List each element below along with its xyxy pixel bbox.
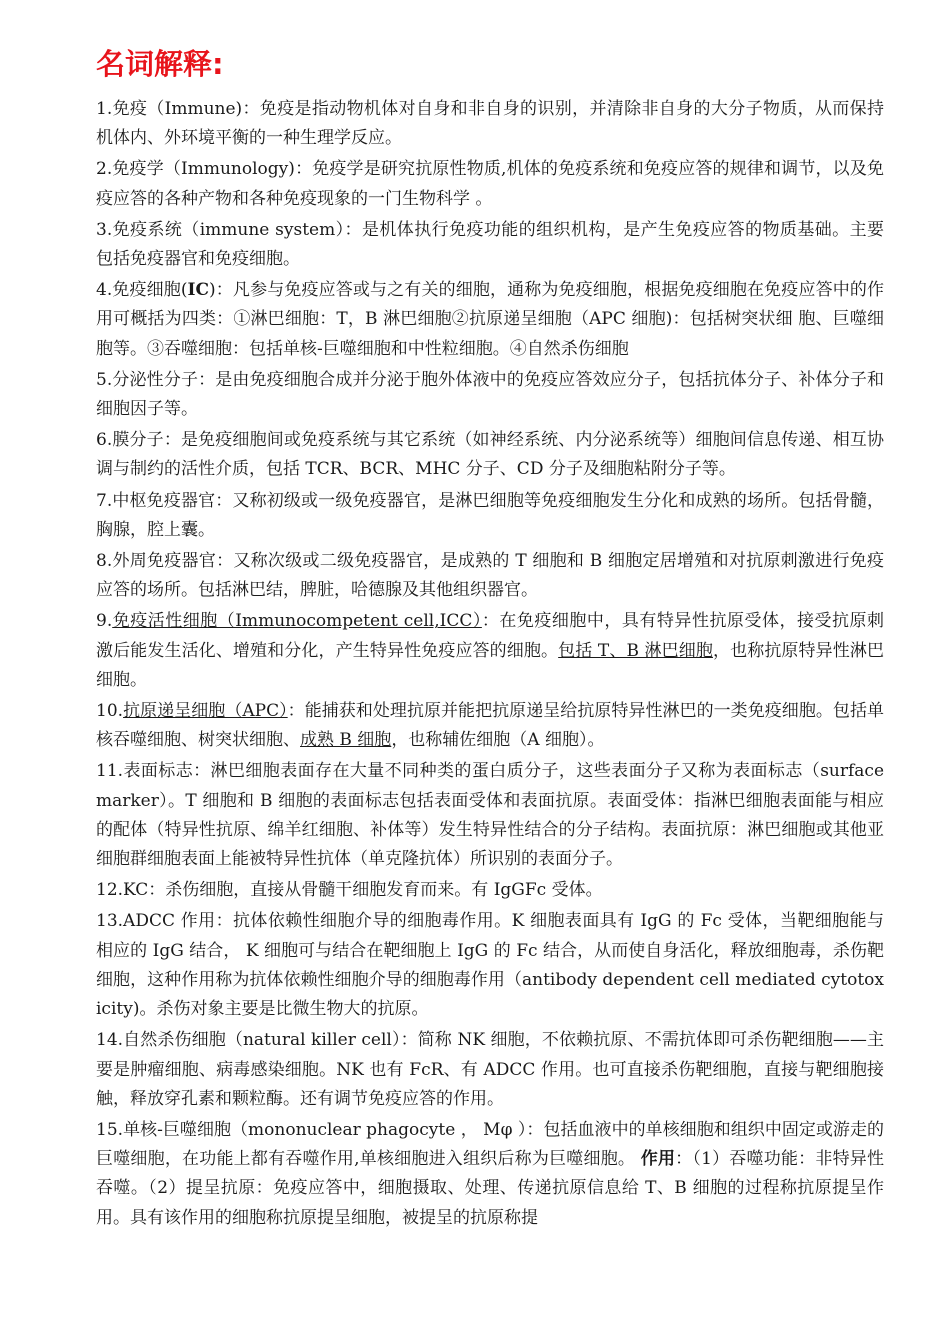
definition-entry-1 xyxy=(96,95,884,153)
definition-entry-11 xyxy=(96,757,884,874)
definition-text: 9. xyxy=(96,611,113,632)
definition-text: ，也称辅佐细胞（A 细胞）。 xyxy=(391,730,605,751)
definition-text: 4.免疫细胞( xyxy=(96,280,188,301)
definition-text: 8.外周免疫器官：又称次级或二级免疫器官，是成熟的 T 细胞和 B 细胞定居增殖和对抗原刺激进行免疫应答的场所。包括淋巴结，脾脏，哈德腺及其他组织器官。 xyxy=(96,551,884,601)
definition-entry-4 xyxy=(96,276,884,364)
definition-text: 15.单核-巨噬细胞（mononuclear phagocyte ， Mφ ）：包括血液中的单核细胞和组织中固定或游走的巨噬细胞，在功能上都有吞噬作用,单核细胞进入组织后称为巨噬细胞。 xyxy=(96,1119,884,1170)
definition-text: 7.中枢免疫器官：又称初级或一级免疫器官，是淋巴细胞等免疫细胞发生分化和成熟的场所。包括骨髓，胸腺，腔上囊。 xyxy=(96,490,884,540)
definition-entry-12 xyxy=(96,876,884,905)
underlined-term: 成熟 B 细胞 xyxy=(300,730,392,751)
definition-text: 6.膜分子：是免疫细胞间或免疫系统与其它系统（如神经系统、内分泌系统等）细胞间信息传递、相互协调与制约的活性介质，包括 TCR、BCR、MHC 分子、CD 分子及细胞粘附分子等。 xyxy=(96,430,884,480)
definition-entry-15 xyxy=(96,1116,884,1233)
definition-text: 11.表面标志：淋巴细胞表面存在大量不同种类的蛋白质分子，这些表面分子又称为表面标志（surface marker）。T 细胞和 B 细胞的表面标志包括表面受体和表面抗原。表面受体：指淋巴细胞表面能与相应的配体（特异性抗原、绵羊红细胞、补体等）发生特异性结合的分子结构。表面抗原：淋巴细胞或其他亚细胞群细胞表面上能被特异性抗体（单克隆抗体）所识别的表面分子。 xyxy=(96,761,884,870)
underlined-term: 包括 T、B 淋巴细胞 xyxy=(558,640,713,661)
definition-entry-3 xyxy=(96,216,884,274)
definition-text: ：在免疫细胞中，具有特异性抗原受体，接受抗原刺激后能发生活化、增殖和分化，产生特异性免疫应答的细胞。 xyxy=(96,611,884,661)
definition-text: )：凡参与免疫应答或与之有关的细胞，通称为免疫细胞，根据免疫细胞在免疫应答中的作用可概括为四类：①淋巴细胞：T，B 淋巴细胞②抗原递呈细胞（APC 细胞)：包括树突状细 胞、巨噬细胞等。③吞噬细胞：包括单核-巨噬细胞和中性粒细胞。④自然杀伤细胞 xyxy=(96,280,884,359)
underlined-term: 抗原递呈细胞（APC） xyxy=(123,701,288,722)
underlined-term: 免疫活性细胞（Immunocompetent cell,ICC） xyxy=(112,611,482,632)
definition-text: 14.自然杀伤细胞（natural killer cell）：简称 NK 细胞，不依赖抗原、不需抗体即可杀伤靶细胞——主要是肿瘤细胞、病毒感染细胞。NK 也有 FcR、有 ADCC 作用。也可直接杀伤靶细胞，直接与靶细胞接触，释放穿孔素和颗粒酶。还有调节免疫应答的作用。 xyxy=(96,1030,884,1109)
definition-entry-7 xyxy=(96,487,884,545)
definition-text: ，也称抗原特异性淋巴细胞。 xyxy=(96,640,885,690)
definition-entry-14 xyxy=(96,1026,884,1114)
definition-entry-5 xyxy=(96,366,884,424)
definition-text: 13.ADCC 作用：抗体依赖性细胞介导的细胞毒作用。K 细胞表面具有 IgG 的 Fc 受体，当靶细胞能与相应的 IgG 结合， K 细胞可与结合在靶细胞上 IgG 的 Fc 结合，从而使自身活化，释放细胞毒，杀伤靶细胞，这种作用称为抗体依赖性细胞介导的细胞毒作用（antibody dependent cell mediated cytotoxicity)。杀伤对象主要是比微生物大的抗原。 xyxy=(96,911,884,1020)
definition-text: 12.KC：杀伤细胞，直接从骨髓干细胞发育而来。有 IgGFc 受体。 xyxy=(96,880,603,901)
definition-entry-10 xyxy=(96,697,884,755)
definition-text: ：（1）吞噬功能：非特异性吞噬。（2）提呈抗原：免疫应答中，细胞摄取、处理、传递抗原信息给 T、B 细胞的过程称抗原提呈作用。具有该作用的细胞称抗原提呈细胞，被提呈的抗原称提 xyxy=(96,1149,884,1228)
definition-entry-8 xyxy=(96,547,884,605)
definition-entry-9 xyxy=(96,607,884,695)
bold-text: IC xyxy=(187,280,210,301)
definition-text: 3.免疫系统（immune system）：是机体执行免疫功能的组织机构，是产生免疫应答的物质基础。主要包括免疫器官和免疫细胞。 xyxy=(96,219,884,270)
bold-text: 作用 xyxy=(640,1149,676,1170)
page-title: 名词解释: xyxy=(96,47,224,81)
definition-text: ：能捕获和处理抗原并能把抗原递呈给抗原特异性淋巴的一类免疫细胞。包括单核吞噬细胞、树突状细胞、 xyxy=(96,701,884,751)
definition-text: 10. xyxy=(96,701,124,722)
definition-text: 5.分泌性分子：是由免疫细胞合成并分泌于胞外体液中的免疫应答效应分子，包括抗体分子、补体分子和细胞因子等。 xyxy=(96,369,884,420)
definition-entry-6 xyxy=(96,426,884,484)
definition-text: 1.免疫（Immune)：免疫是指动物机体对自身和非自身的识别，并清除非自身的大分子物质，从而保持机体内、外环境平衡的一种生理学反应。 xyxy=(96,99,884,149)
definitions-list xyxy=(96,95,884,1235)
definition-entry-2 xyxy=(96,155,884,213)
definition-text: 2.免疫学（Immunology)：免疫学是研究抗原性物质,机体的免疫系统和免疫应答的规律和调节，以及免疫应答的各种产物和各种免疫现象的一门生物科学 。 xyxy=(96,159,884,209)
definition-entry-13 xyxy=(96,907,884,1024)
